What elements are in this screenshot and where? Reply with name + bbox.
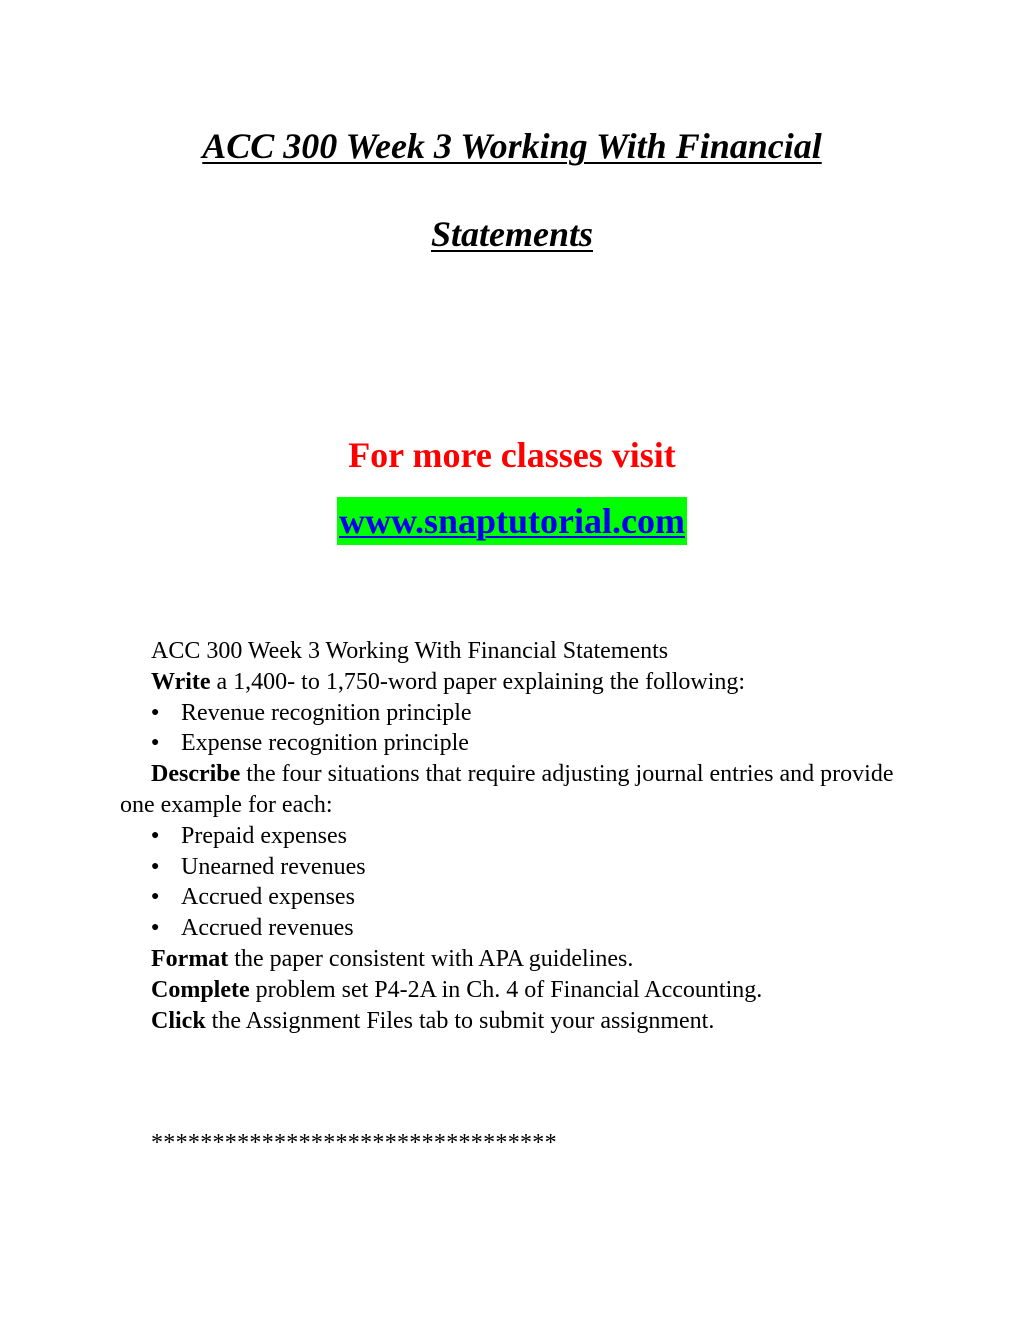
assignment-description [120,636,910,1036]
bullet-icon: ● [151,735,160,751]
bullet-icon: ● [151,858,160,874]
page-title-line-2: Statements [430,214,594,254]
list-item-text: Revenue recognition principle [181,699,472,726]
list-item-text: Accrued revenues [181,915,354,942]
intro-line: ACC 300 Week 3 Working With Financial Statements [151,638,669,664]
complete-instruction [120,975,910,1006]
complete-text: problem set P4-2A in Ch. 4 of Financial Accounting. [249,976,763,1003]
complete-keyword: Complete [151,976,250,1003]
list-item-text: Unearned revenues [181,853,366,880]
list-item [120,882,910,913]
format-instruction [120,944,910,975]
format-text: the paper consistent with APA guidelines. [228,945,634,972]
bullet-icon: ● [151,920,160,936]
page-title-line-1: ACC 300 Week 3 Working With Financial [202,126,822,166]
promo-text: For more classes visit [348,435,676,475]
describe-text: the four situations that require adjusting journal entries and provide one example for each: [120,761,894,818]
list-item [120,913,910,944]
snaptutorial-link[interactable]: www.snaptutorial.com [337,497,687,545]
list-item [120,698,910,729]
promo-link-wrapper [0,497,1024,545]
click-text: the Assignment Files tab to submit your assignment. [205,1007,715,1034]
list-item-text: Expense recognition principle [181,730,469,757]
click-keyword: Click [151,1007,206,1034]
list-item-text: Accrued expenses [181,884,355,911]
list-item [120,821,910,852]
bullet-icon: ● [151,704,160,720]
list-item-text: Prepaid expenses [181,822,347,849]
separator-stars: ********************************* [151,1130,557,1156]
describe-keyword: Describe [151,761,241,788]
bullet-icon: ● [151,827,160,843]
list-item [120,728,910,759]
describe-instruction [120,759,910,821]
write-keyword: Write [151,668,211,695]
list-item [120,852,910,883]
write-instruction [120,667,910,698]
write-text: a 1,400- to 1,750-word paper explaining the following: [210,668,746,695]
format-keyword: Format [151,945,229,972]
click-instruction [120,1006,910,1037]
bullet-icon: ● [151,889,160,905]
